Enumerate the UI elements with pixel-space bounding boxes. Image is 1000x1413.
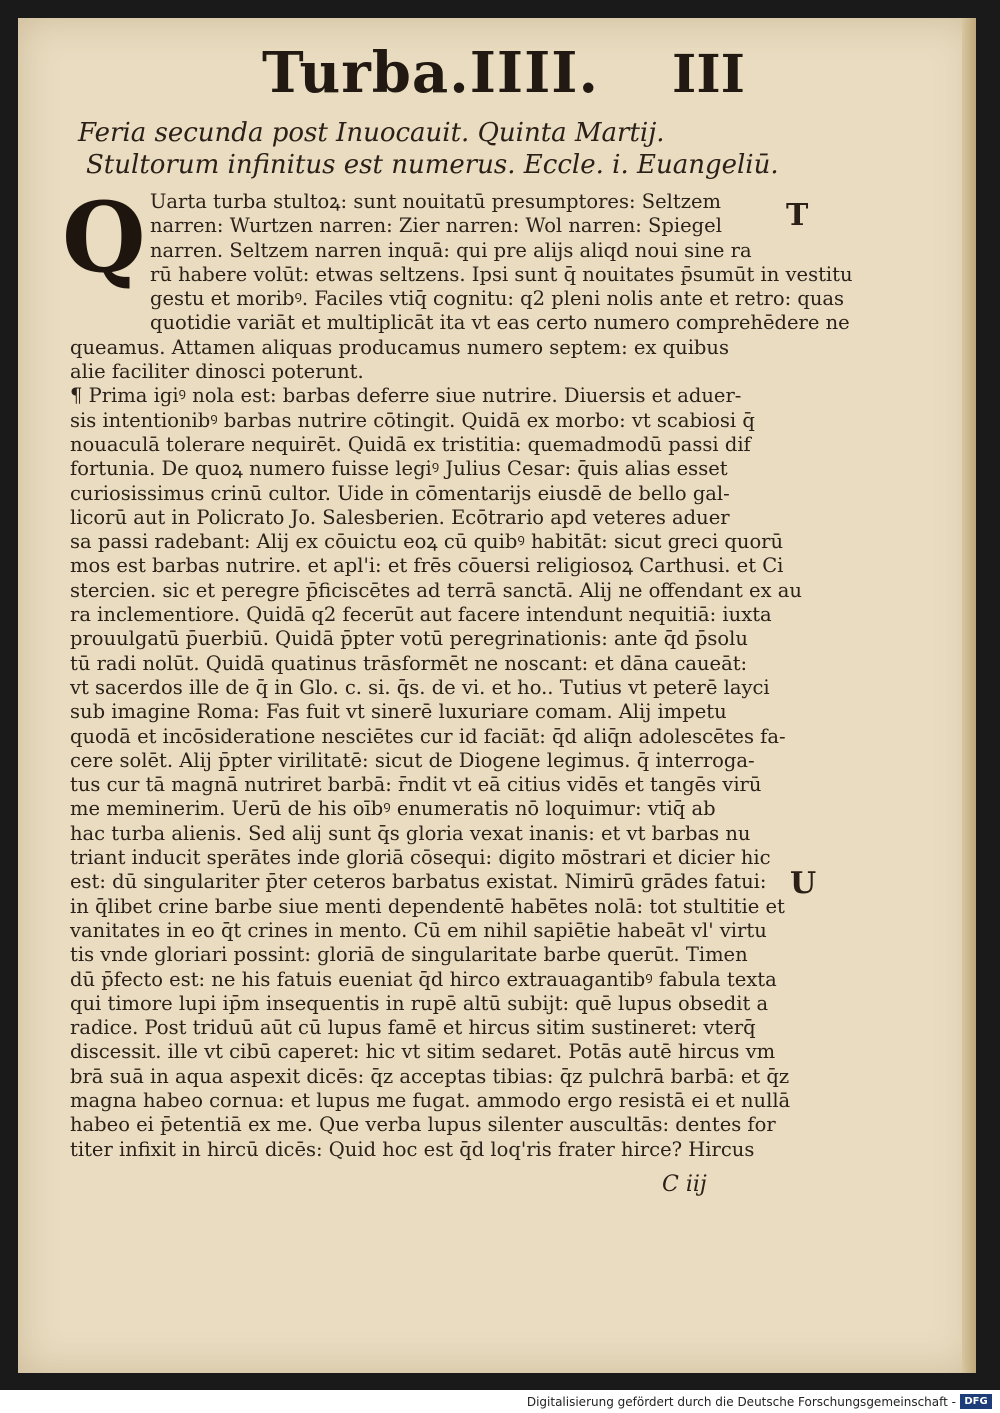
text-line: ra inclementiore. Quidā q2 fecerūt aut facere intendunt nequitiā: iuxta <box>70 603 772 627</box>
dfg-logo: DFG <box>960 1394 992 1409</box>
text-line: curiosissimus crinū cultor. Uide in cōmentarijs eiusdē de bello gal- <box>70 481 730 505</box>
folio-number: III <box>672 44 745 105</box>
page-edge <box>962 18 976 1373</box>
text-line: discessit. ille vt cibū caperet: hic vt sitim sedaret. Potās autē hircus vm <box>70 1040 776 1064</box>
subheading-date: Feria secunda post Inuocauit. Quinta Martij. <box>78 118 665 148</box>
text-line: me meminerim. Uerū de his oībꝰ enumeratis nō loquimur: vtiq̄ ab <box>70 797 716 821</box>
text-line: brā suā in aqua aspexit dicēs: q̄z acceptas tibias: q̄z pulchrā barbā: et q̄z <box>70 1064 790 1088</box>
text-line: qui timore lupi ip̄m insequentis in rupē altū subijt: quē lupus obsedit a <box>70 991 769 1015</box>
text-line: cere solēt. Alij p̄pter virilitatē: sicut de Diogene legimus. q̄ interroga- <box>70 748 755 772</box>
text-line: gestu et moribꝰ. Faciles vtiq̄ cognitu: q2 pleni nolis ante et retro: quas <box>150 287 845 311</box>
text-line: nouaculā tolerare nequirēt. Quidā ex tristitia: quemadmodū passi dif <box>70 432 751 456</box>
text-line: magna habeo cornua: et lupus me fugat. ammodo ergo resistā ei et nullā <box>70 1088 791 1112</box>
body-text <box>70 190 853 1162</box>
text-line: habeo ei p̄etentiā ex me. Que verba lupus silenter auscultās: dentes for <box>70 1113 776 1137</box>
text-line: vt sacerdos ille de q̄ in Glo. c. si. q̄s. de vi. et ho.. Tutius vt peterē layci <box>70 675 770 699</box>
text-line: sa passi radebant: Alij ex cōuictu eoꝝ cū quibꝰ habitāt: sicut greci quorū <box>70 530 784 554</box>
text-line: in q̄libet crine barbe siue menti dependentē habētes nolā: tot stultitie et <box>70 894 785 918</box>
text-line: tis vnde gloriari possint: gloriā de singularitate barbe querūt. Timen <box>70 943 748 967</box>
text-line: tus cur tā magnā nutriret barbā: r̄ndit vt eā citius vidēs et tangēs virū <box>70 773 762 797</box>
drop-cap-initial: Q <box>62 181 146 294</box>
marginal-note-second: U <box>790 866 817 901</box>
text-line: fortunia. De quoꝝ numero fuisse legiꝰ Julius Cesar: q̄uis alias esset <box>70 457 728 481</box>
text-line: est: dū singulariter p̄ter ceteros barbatus existat. Nimirū grādes fatui: <box>70 870 767 894</box>
text-line: quodā et incōsideratione nesciētes cur id faciāt: q̄d aliq̄n adolescētes fa- <box>70 724 786 748</box>
text-line: stercien. sic et peregre p̄ficiscētes ad terrā sanctā. Alij ne offendant ex au <box>70 578 802 602</box>
subheading-motto: Stultorum infinitus est numerus. Eccle. i. Euangeliū. <box>86 150 779 180</box>
text-line: sis intentionibꝰ barbas nutrire cōtingit. Quidā ex morbo: vt scabiosi q̄ <box>70 408 755 432</box>
text-line: vanitates in eo q̄t crines in mento. Cū em nihil sapiētie habeāt vl' virtu <box>70 918 767 942</box>
text-line: mos est barbas nutrire. et apl'i: et frēs cōuersi religiosoꝝ Carthusi. et Ci <box>70 554 784 578</box>
text-line: ¶ Prima igiꝰ nola est: barbas deferre siue nutrire. Diuersis et aduer- <box>70 384 742 408</box>
running-title: Turba.IIII. <box>262 40 599 106</box>
text-line: narren. Seltzem narren inquā: qui pre alijs aliqd noui sine ra <box>150 238 752 262</box>
text-line: rū habere volūt: etwas seltzens. Ipsi sunt q̄ nouitates p̄sumūt in vestitu <box>150 262 853 286</box>
text-line: narren: Wurtzen narren: Zier narren: Wol narren: Spiegel <box>150 214 722 238</box>
text-line: queamus. Attamen aliquas producamus numero septem: ex quibus <box>70 335 729 359</box>
funding-credit: Digitalisierung gefördert durch die Deutsche Forschungsgemeinschaft - <box>526 1395 956 1409</box>
text-line: licorū aut in Policrato Jo. Salesberien. Ecōtrario apd veteres aduer <box>70 505 730 529</box>
text-line: tū radi nolūt. Quidā quatinus trāsformēt ne noscant: et dāna caueāt: <box>70 651 748 675</box>
marginal-note-first: T <box>786 198 809 233</box>
text-line: titer infixit in hircū dicēs: Quid hoc est q̄d loq'ris frater hirce? Hircus <box>70 1137 755 1161</box>
text-line: Uarta turba stultoꝝ: sunt nouitatū presumptores: Seltzem <box>150 190 722 213</box>
text-line: radice. Post triduū aūt cū lupus famē et hircus sitim sustineret: vterq̄ <box>70 1016 756 1040</box>
signature-mark: C iij <box>662 1172 707 1197</box>
text-line: dū p̄fecto est: ne his fatuis eueniat q̄d hirco extrauagantibꝰ fabula texta <box>70 967 777 991</box>
text-line: triant inducit sperātes inde gloriā cōsequi: digito mōstrari et dicier hic <box>70 846 771 870</box>
text-line: quotidie variāt et multiplicāt ita vt eas certo numero comprehēdere ne <box>150 311 850 335</box>
text-line: hac turba alienis. Sed alij sunt q̄s gloria vexat inanis: et vt barbas nu <box>70 821 751 845</box>
text-line: prouulgatū p̄uerbiū. Quidā p̄pter votū peregrinationis: ante q̄d p̄solu <box>70 627 748 651</box>
text-line: sub imagine Roma: Fas fuit vt sinerē luxuriare comam. Alij impetu <box>70 700 727 724</box>
text-line: alie faciliter dinosci poterunt. <box>70 360 364 384</box>
